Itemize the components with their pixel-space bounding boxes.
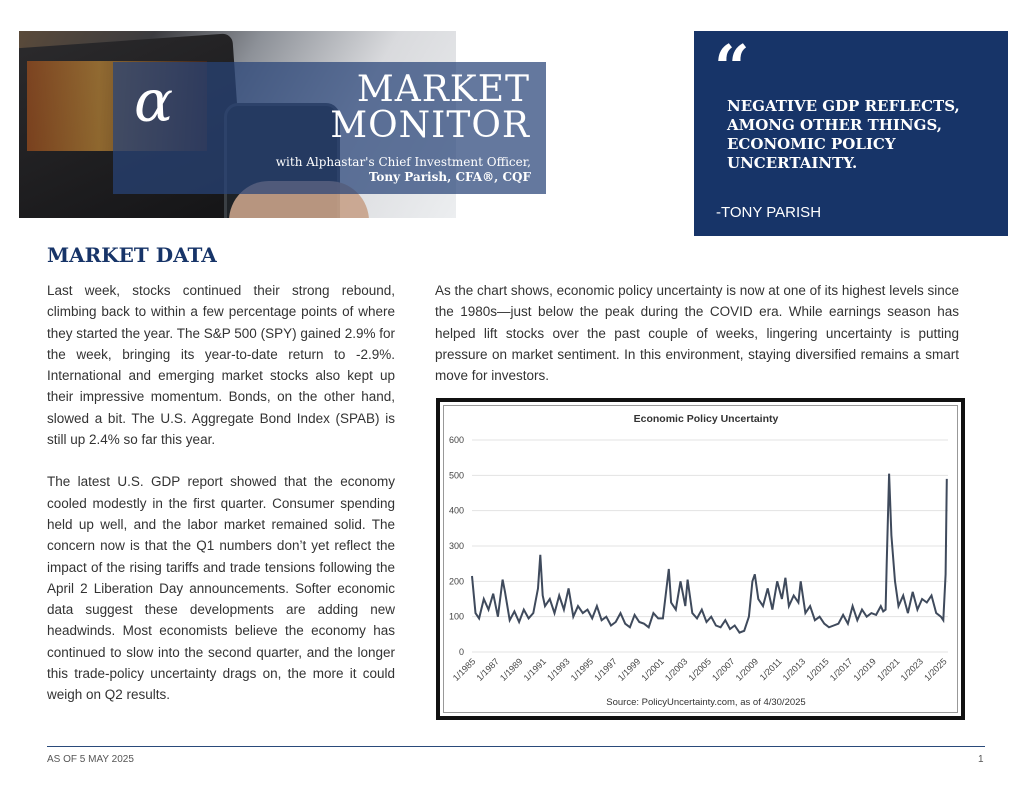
- y-tick-label: 200: [448, 576, 464, 587]
- x-tick-label: 1/2013: [780, 656, 808, 683]
- x-tick-label: 1/2001: [639, 656, 666, 683]
- x-tick-label: 1/1991: [521, 656, 549, 683]
- x-tick-label: 1/2003: [662, 656, 690, 683]
- x-tick-label: 1/2005: [686, 656, 714, 683]
- pull-quote-text: NEGATIVE GDP REFLECTS, AMONG OTHER THINGS, ECONOMIC POLICY UNCERTAINTY.: [727, 97, 960, 172]
- y-tick-label: 300: [448, 541, 464, 551]
- chart-title: Economic Policy Uncertainty: [633, 413, 779, 425]
- page-subtitle: [250, 155, 531, 185]
- title-line-1: MARKET: [356, 69, 530, 110]
- page-number: 1: [978, 754, 984, 765]
- x-tick-label: 1/1993: [545, 656, 572, 683]
- title-line-2: MONITOR: [330, 105, 530, 146]
- page-title: [260, 69, 530, 146]
- series-line: [472, 474, 947, 633]
- paragraph: The latest U.S. GDP report showed that the economy cooled modestly in the first quarter. Consumer spending held up well, and the labor market remained solid. The concern now is that the Q1 numbers don’t yet reflect the impact of the rising tariffs and trade tensions following the April 2 Liberation Day announcements. Softer economic data suggest these developments are adding new headwinds. Most economists believe the economy has continued to slow into the second quarter, and the longer this trade-policy uncertainty drags on, the more it could weigh on Q2 results.: [47, 474, 395, 703]
- chart-frame: [436, 398, 965, 720]
- quote-mark-icon: “: [714, 31, 750, 104]
- x-tick-label: 1/2019: [851, 656, 879, 683]
- x-tick-label: 1/1985: [450, 656, 478, 683]
- pull-quote-box: [694, 31, 1008, 236]
- subtitle-line-2: Tony Parish, CFA®, CQF: [368, 170, 531, 184]
- chart-source: Source: PolicyUncertainty.com, as of 4/30/2025: [606, 697, 806, 708]
- y-tick-label: 400: [448, 505, 464, 516]
- paragraph: Last week, stocks continued their strong rebound, climbing back to within a few percentage points of where they started the year. The S&P 500 (SPY) gained 2.9% for the week, bringing its year-to-date return to -2.9%. International and emerging market stocks also kept up their impressive momentum. Bonds, on the other hand, slowed a bit. The U.S. Aggregate Bond Index (SPAB) is still up 2.4% so far this year.: [47, 283, 395, 448]
- section-heading: MARKET DATA: [47, 243, 217, 267]
- y-tick-label: 100: [448, 611, 464, 622]
- policy-uncertainty-chart: [440, 402, 961, 716]
- x-tick-label: 1/1999: [615, 656, 643, 683]
- y-tick-label: 0: [458, 647, 464, 657]
- x-tick-label: 1/2025: [922, 656, 949, 683]
- x-tick-label: 1/2007: [710, 656, 737, 683]
- x-tick-label: 1/2009: [733, 656, 761, 683]
- pull-quote-author: -TONY PARISH: [716, 204, 822, 221]
- paragraph: As the chart shows, economic policy uncertainty is now at one of its highest levels since the 1980s—just below the peak during the COVID era. While earnings season has helped lift stocks over the past couple of weeks, lingering uncertainty is putting pressure on market sentiment. In this environment, staying diversified remains a smart move for investors.: [435, 283, 959, 384]
- x-tick-label: 1/1989: [498, 656, 525, 683]
- footer-divider: [47, 746, 985, 747]
- x-tick-label: 1/2023: [898, 656, 926, 683]
- right-column: [435, 280, 959, 407]
- footer-date: AS OF 5 MAY 2025: [47, 754, 134, 765]
- x-tick-label: 1/2011: [757, 656, 784, 683]
- alphastar-logo-icon: α: [134, 67, 174, 135]
- x-tick-label: 1/1997: [592, 656, 619, 683]
- subtitle-line-1: with Alphastar's Chief Investment Officer,: [275, 155, 531, 169]
- left-column: [47, 280, 395, 727]
- x-tick-label: 1/1995: [568, 656, 596, 683]
- x-tick-label: 1/2017: [827, 656, 855, 683]
- x-tick-label: 1/2015: [804, 656, 831, 683]
- x-tick-label: 1/1987: [474, 656, 501, 683]
- y-tick-label: 500: [448, 470, 464, 481]
- x-tick-label: 1/2021: [875, 656, 902, 683]
- y-tick-label: 600: [448, 435, 464, 445]
